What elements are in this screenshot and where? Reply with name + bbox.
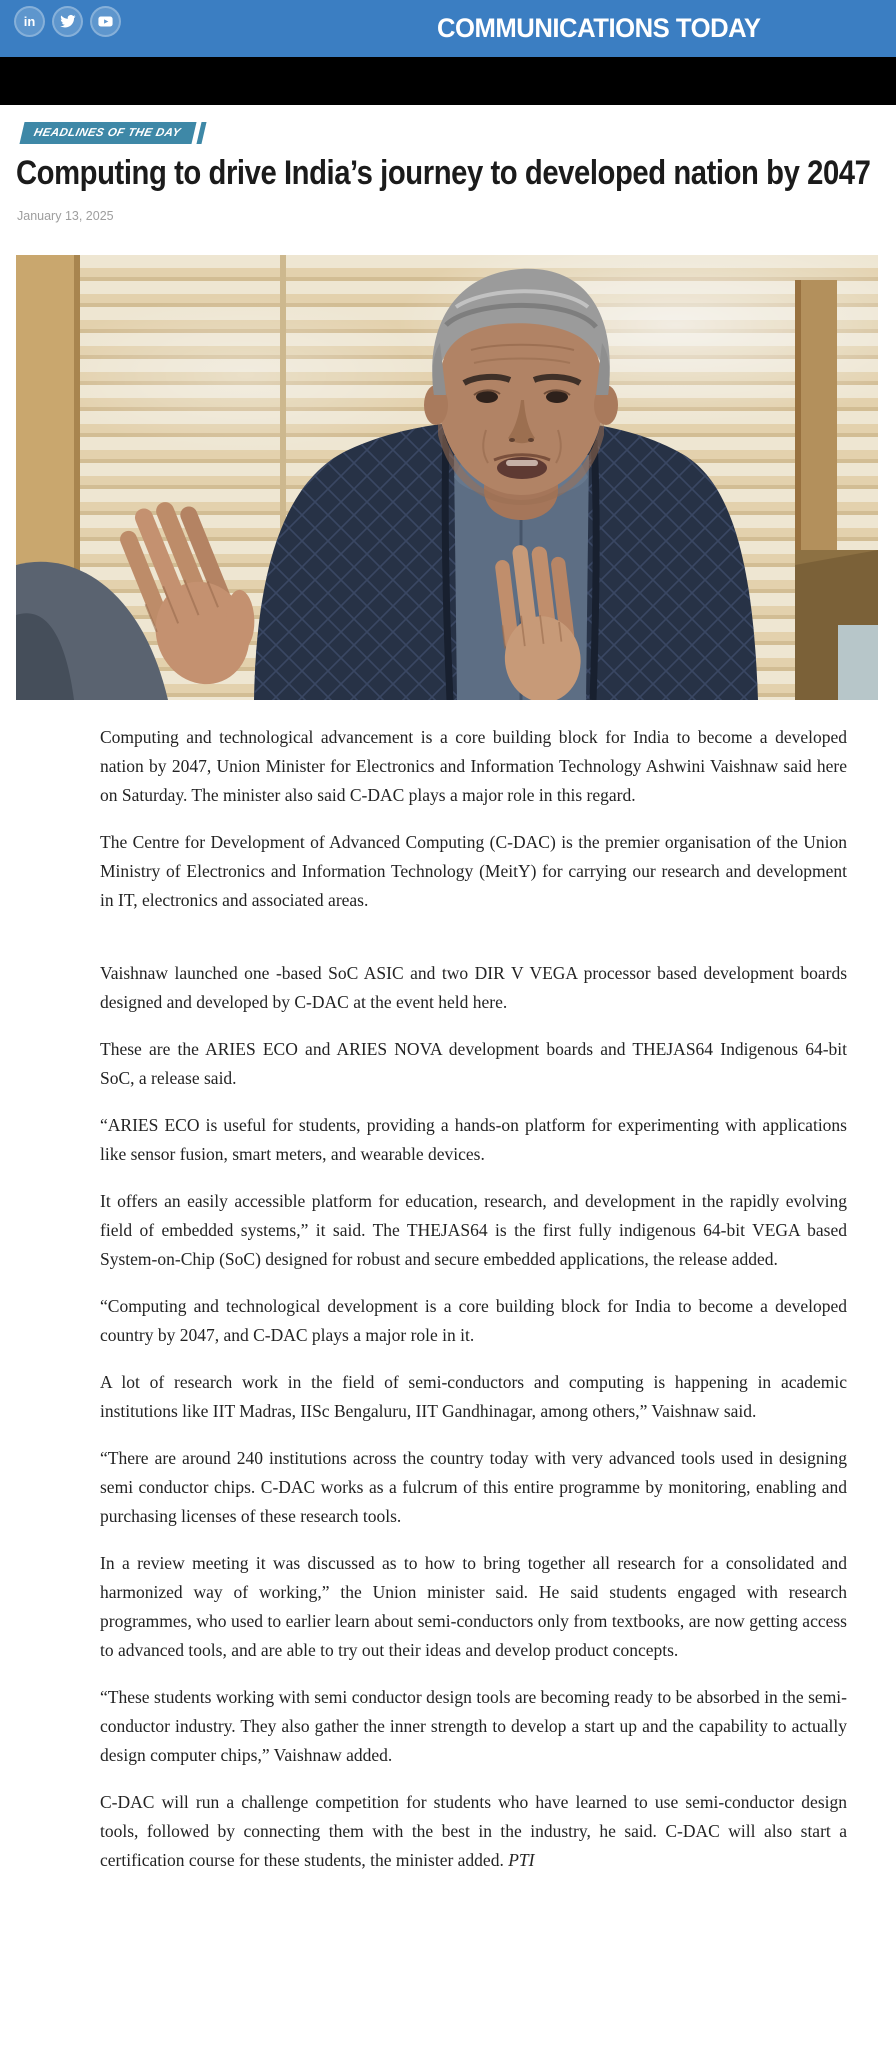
publish-date: January 13, 2025	[17, 209, 114, 223]
news-agency-credit: PTI	[503, 1850, 535, 1870]
article-paragraph: In a review meeting it was discussed as to how to bring together all research for a consolidated and harmonized way of working,” the Union minister said. He said students engaged with research programmes, who used to earlier learn about semi-conductors only from textbooks, are now getting access to advanced tools, and are able to try out their ideas and develop product concepts.	[100, 1553, 847, 1660]
article-paragraph: C-DAC will run a challenge competition for students who have learned to use semi-conductor design tools, followed by connecting them with the best in the industry, he said. C-DAC will also start a certification course for these students, the minister added. PTI	[100, 1792, 847, 1870]
linkedin-glyph: in	[23, 14, 36, 29]
article-paragraph: Computing and technological advancement is a core building block for India to become a developed nation by 2047, Union Minister for Electronics and Information Technology Ashwini Vaishnaw said here on Saturday. The minister also said C-DAC plays a major role in this regard.	[100, 727, 847, 805]
twitter-icon[interactable]	[52, 6, 83, 37]
article-body	[100, 723, 847, 1875]
youtube-play-glyph	[97, 13, 114, 30]
article-paragraph: “There are around 240 institutions across the country today with very advanced tools used in designing semi conductor chips. C-DAC works as a fulcrum of this entire programme by monitoring, enabling and purchasing licenses of these research tools.	[100, 1448, 847, 1526]
article-paragraph: Vaishnaw launched one -based SoC ASIC and two DIR V VEGA processor based development boards designed and developed by C-DAC at the event held here.	[100, 963, 847, 1012]
main-nav-bar[interactable]	[0, 57, 896, 105]
category-badge[interactable]: HEADLINES OF THE DAY	[19, 122, 197, 144]
badge-sliver-decoration	[197, 122, 207, 144]
article-paragraph: A lot of research work in the field of semi-conductors and computing is happening in academic institutions like IIT Madras, IISc Bengaluru, IIT Gandhinagar, among others,” Vaishnaw said.	[100, 1372, 847, 1421]
article-paragraph: It offers an easily accessible platform for education, research, and development in the rapidly evolving field of embedded systems,” it said. The THEJAS64 is the first fully indigenous 64-bit VEGA based System-on-Chip (SoC) designed for robust and secure embedded applications, the release added.	[100, 1191, 847, 1269]
article-paragraph: “Computing and technological development is a core building block for India to become a developed country by 2047, and C-DAC plays a major role in it.	[100, 1296, 847, 1345]
site-logo-title[interactable]: COMMUNICATIONS TODAY	[437, 13, 761, 43]
article-paragraph: The Centre for Development of Advanced Computing (C-DAC) is the premier organisation of the Union Ministry of Electronics and Information Technology (MeitY) for carrying our research and development in IT, electronics and associated areas.	[100, 832, 847, 910]
category-badge-wrap	[22, 122, 194, 144]
article-title: Computing to drive India’s journey to developed nation by 2047	[16, 154, 871, 192]
article-photo	[16, 255, 878, 700]
twitter-bird-glyph	[59, 13, 76, 30]
social-icon-group	[14, 6, 121, 37]
article-paragraph: These are the ARIES ECO and ARIES NOVA development boards and THEJAS64 Indigenous 64-bit SoC, a release said.	[100, 1039, 847, 1088]
article-paragraph: “These students working with semi conductor design tools are becoming ready to be absorbed in the semi-conductor industry. They also gather the inner strength to develop a start up and the capability to actually design computer chips,” Vaishnaw added.	[100, 1687, 847, 1765]
site-header	[0, 0, 896, 57]
article-paragraph: “ARIES ECO is useful for students, providing a hands-on platform for experimenting with applications like sensor fusion, smart meters, and wearable devices.	[100, 1115, 847, 1164]
youtube-icon[interactable]	[90, 6, 121, 37]
linkedin-icon[interactable]	[14, 6, 45, 37]
article-page	[0, 105, 896, 1875]
